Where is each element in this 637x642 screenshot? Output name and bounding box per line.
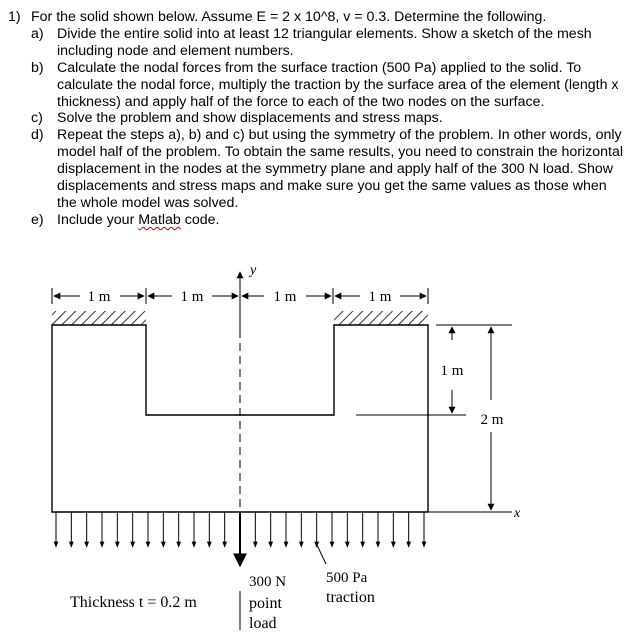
problem-intro: For the solid shown below. Assume E = 2 x 10^8, v = 0.3. Determine the following. bbox=[31, 9, 547, 25]
traction-value: 500 Pa bbox=[326, 570, 368, 586]
part-label: d) bbox=[31, 127, 44, 144]
part-text-before: Include your bbox=[57, 211, 139, 228]
thickness-label: Thickness t = 0.2 m bbox=[70, 594, 197, 611]
width-label-1: 1 m bbox=[87, 289, 111, 305]
fixed-support-left bbox=[52, 311, 146, 325]
y-axis-label: y bbox=[250, 263, 257, 278]
width-label-4: 1 m bbox=[368, 289, 392, 305]
solid-outline bbox=[52, 325, 428, 512]
part-label: a) bbox=[31, 25, 44, 42]
x-axis-label: x bbox=[514, 506, 521, 521]
width-label-2: 1 m bbox=[180, 289, 204, 305]
point-load-word2: load bbox=[249, 615, 277, 632]
part-text: Solve the problem and show displacements and stress maps. bbox=[57, 110, 443, 127]
traction-leader bbox=[316, 543, 326, 564]
height-label-small: 1 m bbox=[440, 363, 464, 379]
point-load-value: 300 N bbox=[249, 574, 287, 590]
problem-number: 1) bbox=[8, 9, 21, 25]
height-label-total: 2 m bbox=[480, 412, 504, 428]
fixed-support-right bbox=[334, 311, 428, 325]
part-label: e) bbox=[31, 211, 44, 228]
part-text: Calculate the nodal forces from the surface traction (500 Pa) applied to the solid. To calculate the nodal force, multiply the traction by the surface area of the element (length x thickness) and apply half of the force to each of the two nodes on the surface. bbox=[57, 59, 619, 110]
part-text-after: code. bbox=[180, 211, 220, 228]
point-load-word1: point bbox=[249, 595, 282, 612]
traction-word: traction bbox=[326, 589, 375, 606]
spellcheck-word: Matlab bbox=[138, 211, 181, 228]
width-label-3: 1 m bbox=[273, 289, 297, 305]
part-text: Divide the entire solid into at least 12 triangular elements. Show a sketch of the mesh including node and element numbers. bbox=[57, 25, 592, 59]
part-label: c) bbox=[31, 110, 43, 127]
part-text: Repeat the steps a), b) and c) but using the symmetry of the problem. In other words, only model half of the problem. To obtain the same results, you need to constrain the horizontal displacement in the nodes at the symmetry plane and apply half of the 300 N load. Show displacements and stress maps and make sure you get the same values as those when the whole model was solved. bbox=[57, 127, 623, 211]
part-label: b) bbox=[31, 59, 44, 76]
